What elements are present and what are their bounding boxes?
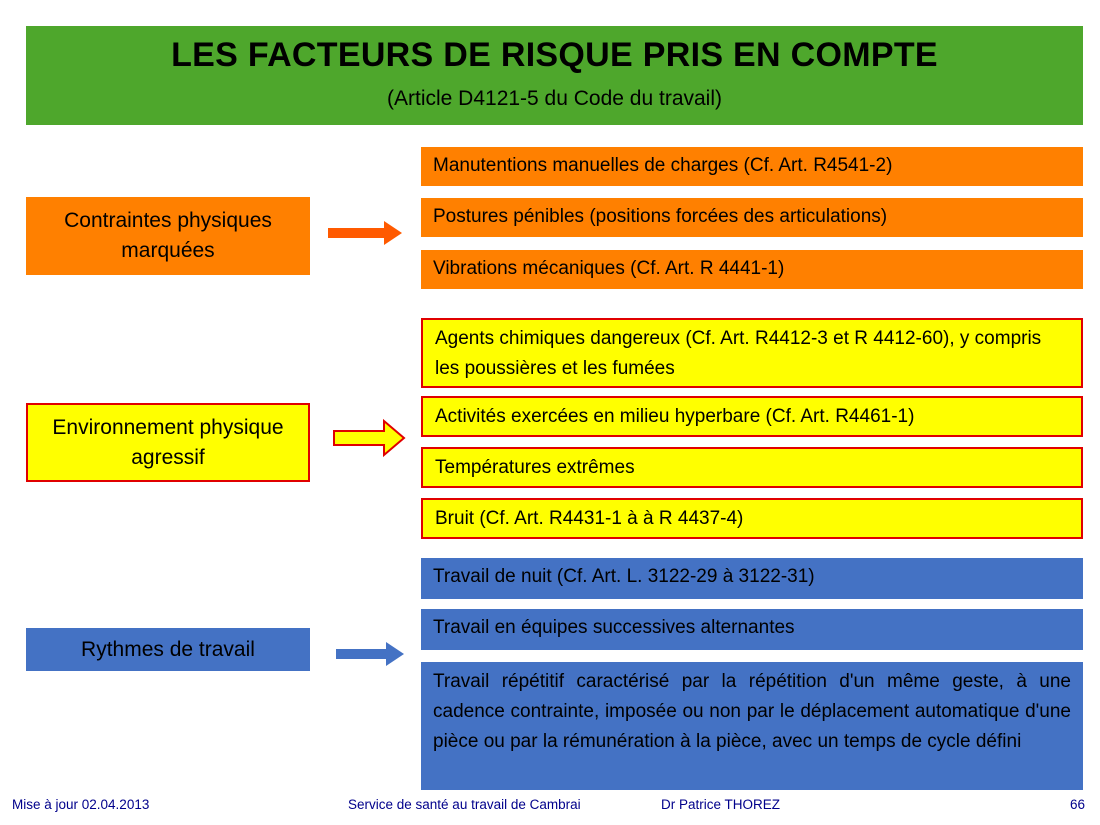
risk-item-painful-postures: Postures pénibles (positions forcées des articulations)	[421, 198, 1083, 237]
footer-author: Dr Patrice THOREZ	[661, 797, 781, 812]
arrow-right-icon	[334, 641, 406, 667]
page-title: LES FACTEURS DE RISQUE PRIS EN COMPTE	[171, 36, 938, 74]
title-banner	[26, 26, 1083, 125]
arrow-right-icon	[326, 220, 404, 246]
risk-item-shift-work: Travail en équipes successives alternantes	[421, 609, 1083, 650]
risk-item-extreme-temperatures: Températures extrêmes	[421, 447, 1083, 488]
footer-update-date: Mise à jour 02.04.2013	[12, 797, 150, 812]
risk-item-chemical-agents: Agents chimiques dangereux (Cf. Art. R4412-3 et R 4412-60), y compris les poussières et les fumées	[421, 318, 1083, 388]
risk-item-hyperbaric: Activités exercées en milieu hyperbare (Cf. Art. R4461-1)	[421, 396, 1083, 437]
footer-service: Service de santé au travail de Cambrai	[348, 797, 581, 812]
category-aggressive-environment: Environnement physique agressif	[26, 403, 310, 482]
risk-item-vibrations: Vibrations mécaniques (Cf. Art. R 4441-1)	[421, 250, 1083, 289]
page-subtitle: (Article D4121-5 du Code du travail)	[387, 87, 722, 110]
risk-item-manual-handling: Manutentions manuelles de charges (Cf. Art. R4541-2)	[421, 147, 1083, 186]
category-physical-constraints: Contraintes physiques marquées	[26, 197, 310, 275]
footer-page-number: 66	[1070, 797, 1086, 812]
arrow-right-icon	[330, 418, 408, 458]
risk-item-repetitive-work: Travail répétitif caractérisé par la répétition d'un même geste, à une cadence contrainte, imposée ou non par le déplacement automatique d'une pièce ou par la rémunération à la pièce, avec un temps de cycle défini	[421, 662, 1083, 790]
category-work-rhythms: Rythmes de travail	[26, 628, 310, 671]
risk-item-night-work: Travail de nuit (Cf. Art. L. 3122-29 à 3122-31)	[421, 558, 1083, 599]
risk-item-noise: Bruit (Cf. Art. R4431-1 à à R 4437-4)	[421, 498, 1083, 539]
